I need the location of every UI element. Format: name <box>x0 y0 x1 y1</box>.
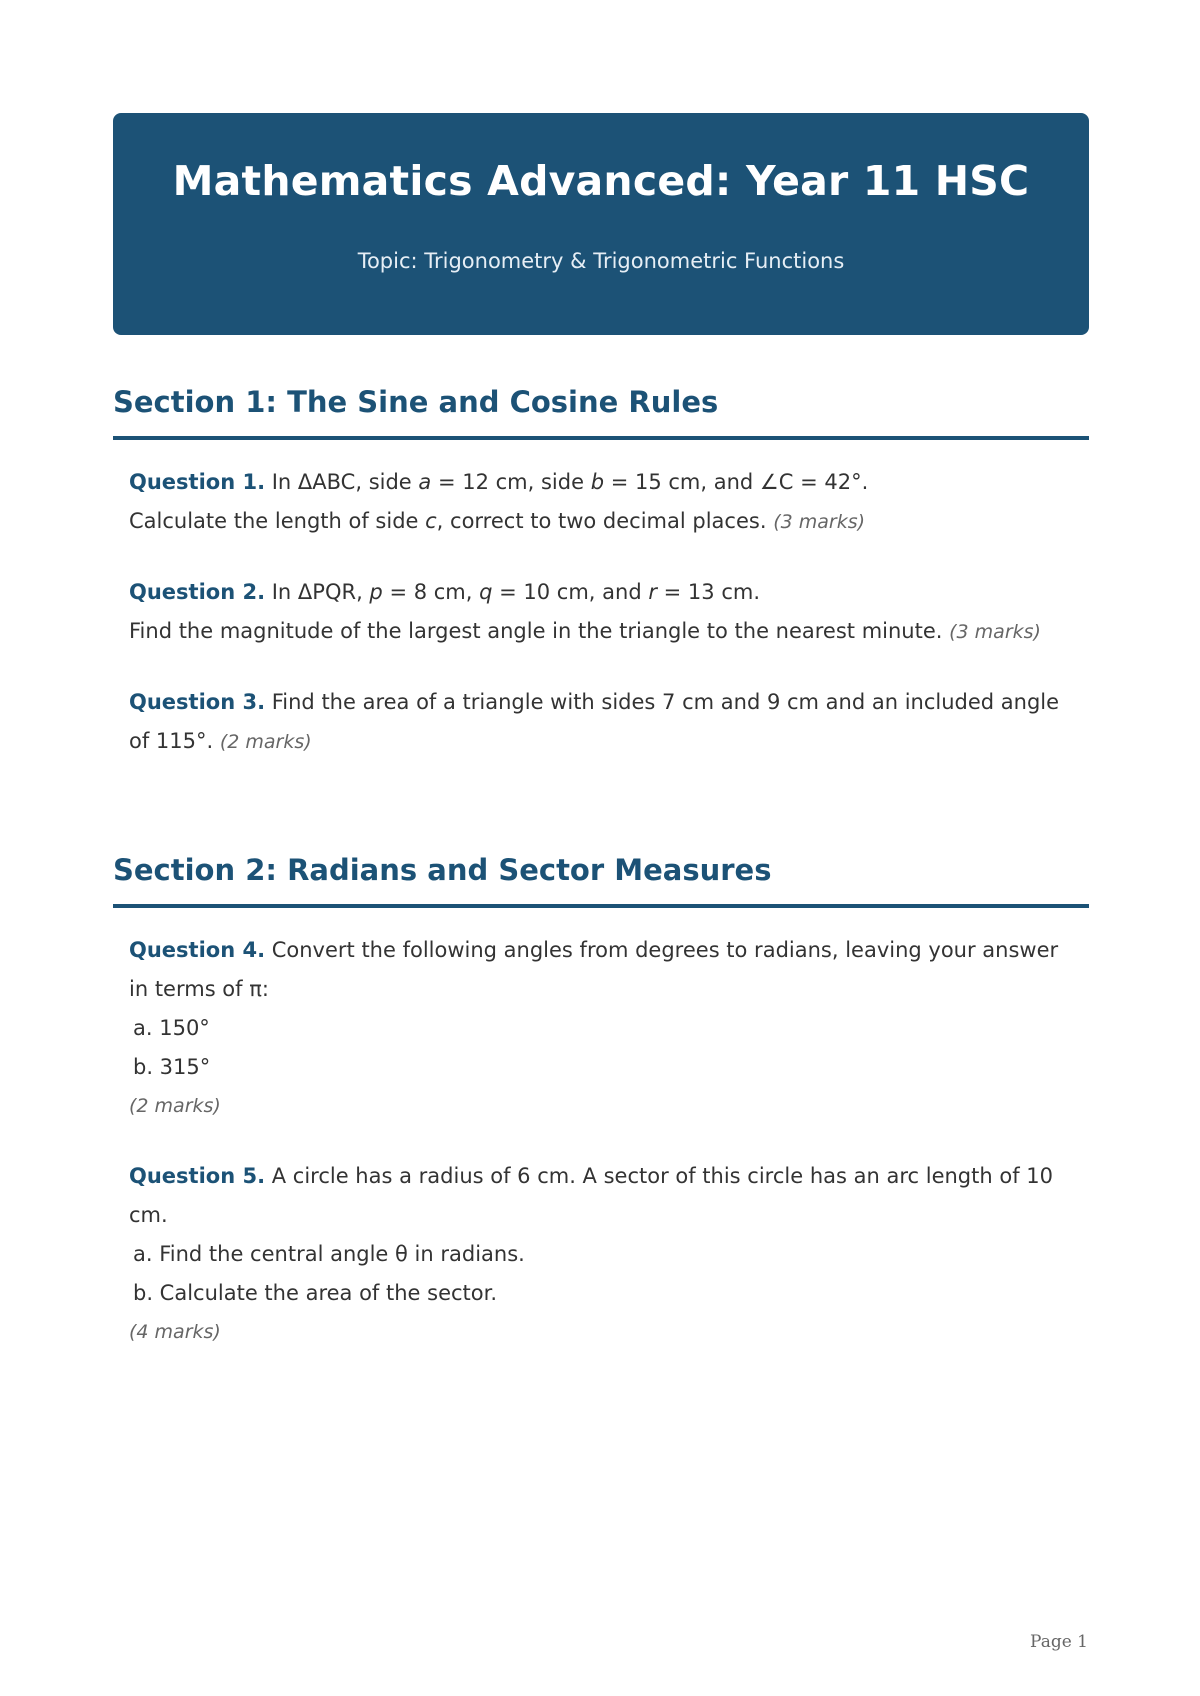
section-1 <box>113 384 1089 762</box>
question-label: Question 4. <box>129 937 266 962</box>
question-text: Find the magnitude of the largest angle in the triangle to the nearest minute. <box>129 618 950 643</box>
variable: q <box>479 579 493 604</box>
sub-item: a. Find the central angle θ in radians. <box>133 1241 525 1266</box>
header-banner <box>113 113 1089 335</box>
variable: b <box>590 469 605 494</box>
variable: a <box>418 469 432 494</box>
section-heading: Section 1: The Sine and Cosine Rules <box>113 384 1089 440</box>
question-text: In ΔPQR, <box>265 579 370 604</box>
document-subtitle: Topic: Trigonometry & Trigonometric Functions <box>357 249 845 273</box>
question-text: = 15 cm, and ∠C = 42°. <box>604 469 869 494</box>
question-2 <box>129 573 1073 652</box>
question-text: = 12 cm, side <box>431 469 591 494</box>
page-number: Page 1 <box>1030 1632 1088 1652</box>
question-text: , correct to two decimal places. <box>436 508 774 533</box>
sub-item: b. 315° <box>133 1054 211 1079</box>
question-text: In ΔABC, side <box>265 469 419 494</box>
question-5 <box>129 1157 1073 1352</box>
question-label: Question 1. <box>129 469 266 494</box>
variable: p <box>369 579 383 604</box>
marks-label: (2 marks) <box>129 1094 221 1117</box>
question-label: Question 3. <box>129 689 266 714</box>
question-text: Calculate the length of side <box>129 508 426 533</box>
variable: r <box>648 579 657 604</box>
sub-item: b. Calculate the area of the sector. <box>133 1280 498 1305</box>
marks-label: (3 marks) <box>949 620 1041 643</box>
sub-item: a. 150° <box>133 1015 210 1040</box>
question-text: Find the area of a triangle with sides 7 cm and 9 cm and an included angle of 115°. <box>129 689 1060 753</box>
question-text: = 13 cm. <box>656 579 761 604</box>
question-3 <box>129 683 1073 762</box>
question-4 <box>129 931 1073 1126</box>
question-1 <box>129 463 1073 542</box>
variable: c <box>425 508 437 533</box>
document-title: Mathematics Advanced: Year 11 HSC <box>172 157 1030 205</box>
section-2 <box>113 852 1089 1352</box>
marks-label: (3 marks) <box>773 510 866 533</box>
question-text: Convert the following angles from degrees to radians, leaving your answer in terms of π: <box>129 937 1059 1001</box>
question-text: A circle has a radius of 6 cm. A sector of this circle has an arc length of 10 cm. <box>129 1163 1053 1227</box>
question-text: = 10 cm, and <box>492 579 649 604</box>
question-label: Question 2. <box>129 579 266 604</box>
marks-label: (4 marks) <box>129 1320 221 1343</box>
marks-label: (2 marks) <box>219 730 312 753</box>
question-text: = 8 cm, <box>382 579 480 604</box>
question-label: Question 5. <box>129 1163 266 1188</box>
section-heading: Section 2: Radians and Sector Measures <box>113 852 1089 908</box>
